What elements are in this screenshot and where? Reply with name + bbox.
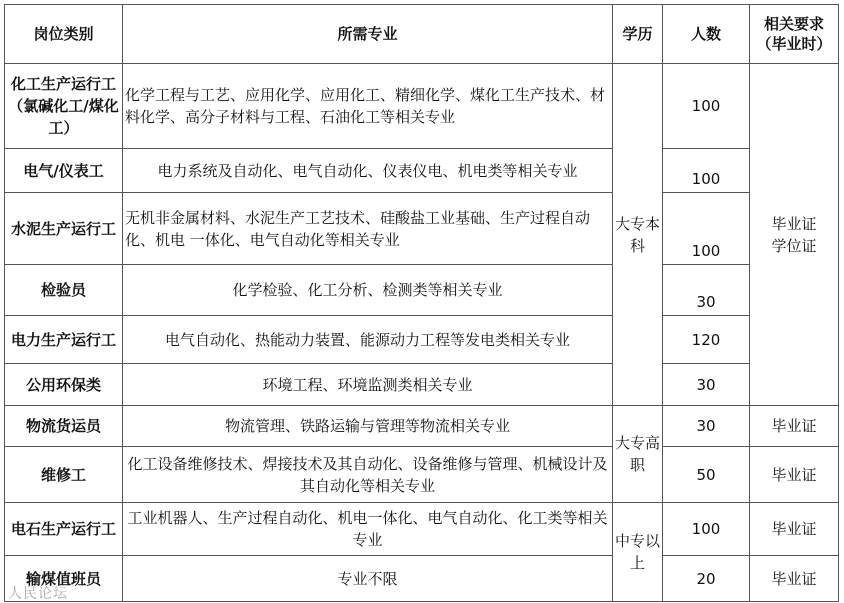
header-major: 所需专业: [123, 5, 613, 64]
header-position: 岗位类别: [5, 5, 123, 64]
major-cell: 电气自动化、热能动力装置、能源动力工程等发电类相关专业: [123, 316, 613, 364]
major-cell: 物流管理、铁路运输与管理等物流相关专业: [123, 406, 613, 447]
position-cell: 物流货运员: [5, 406, 123, 447]
count-cell: 30: [663, 265, 750, 316]
requirement-line1: 毕业证: [771, 214, 817, 233]
position-cell: 水泥生产运行工: [5, 193, 123, 265]
table-row: [5, 316, 839, 364]
major-cell: 化工设备维修技术、焊接技术及其自动化、设备维修与管理、机械设计及其自动化等相关专业: [123, 447, 613, 503]
requirement-cell: 毕业证: [750, 503, 839, 556]
education-cell: 大专高职: [613, 406, 663, 503]
position-cell: 公用环保类: [5, 364, 123, 406]
major-cell: 无机非金属材料、水泥生产工艺技术、硅酸盐工业基础、生产过程自动化、机电 一体化、电气自动化等相关专业: [123, 193, 613, 265]
watermark: 人民论坛: [8, 586, 68, 602]
position-cell: 电石生产运行工: [5, 503, 123, 556]
count-cell: 30: [663, 364, 750, 406]
table-row: [5, 149, 839, 193]
major-cell: 专业不限: [123, 556, 613, 602]
count-cell: 100: [663, 64, 750, 149]
position-cell: 电气/仪表工: [5, 149, 123, 193]
recruitment-table: [4, 4, 839, 602]
header-row: [5, 5, 839, 64]
major-cell: 化学检验、化工分析、检测类等相关专业: [123, 265, 613, 316]
requirement-line2: 学位证: [771, 236, 817, 255]
position-cell: 检验员: [5, 265, 123, 316]
requirement-cell: 毕业证: [750, 447, 839, 503]
major-cell: 工业机器人、生产过程自动化、机电一体化、电气自动化、化工类等相关专业: [123, 503, 613, 556]
table-row: [5, 193, 839, 265]
header-requirement-line2: （毕业时）: [756, 35, 832, 53]
count-cell: 100: [663, 149, 750, 193]
table-row: [5, 265, 839, 316]
requirement-cell: 毕业证: [750, 556, 839, 602]
education-cell: 中专以上: [613, 503, 663, 602]
count-cell: 30: [663, 406, 750, 447]
major-cell: 化学工程与工艺、应用化学、应用化工、精细化学、煤化工生产技术、材料化学、高分子材料与工程、石油化工等相关专业: [123, 64, 613, 149]
header-count: 人数: [663, 5, 750, 64]
major-cell: 电力系统及自动化、电气自动化、仪表仪电、机电类等相关专业: [123, 149, 613, 193]
table-row: [5, 406, 839, 447]
position-cell: 输煤值班员: [5, 556, 123, 602]
position-cell: 维修工: [5, 447, 123, 503]
header-education: 学历: [613, 5, 663, 64]
table-row: [5, 364, 839, 406]
header-requirement-line1: 相关要求: [763, 15, 824, 33]
table-row: [5, 447, 839, 503]
position-cell: 电力生产运行工: [5, 316, 123, 364]
table-row: [5, 556, 839, 602]
count-cell: 120: [663, 316, 750, 364]
count-cell: 50: [663, 447, 750, 503]
education-cell: 大专本科: [613, 64, 663, 406]
count-cell: 20: [663, 556, 750, 602]
position-cell: 化工生产运行工（氯碱化工/煤化工）: [5, 64, 123, 149]
requirement-cell: 毕业证: [750, 406, 839, 447]
count-cell: 100: [663, 503, 750, 556]
count-cell: 100: [663, 193, 750, 265]
header-requirement: [750, 5, 839, 64]
table-row: [5, 64, 839, 149]
requirement-cell: [750, 64, 839, 406]
major-cell: 环境工程、环境监测类相关专业: [123, 364, 613, 406]
table-row: [5, 503, 839, 556]
